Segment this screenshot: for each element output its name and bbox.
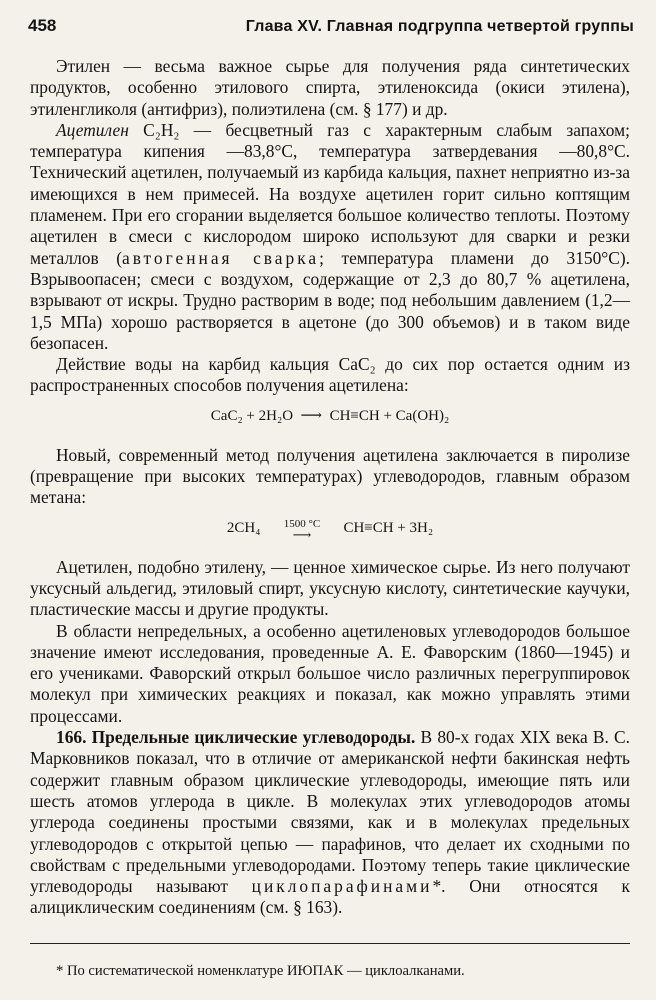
paragraph-pyrolysis: Новый, современный метод получения ацетилена заключается в пиролизе (превращение при высоких температурах) углеводородов, главным образом метана: <box>30 444 630 508</box>
page-number: 458 <box>28 16 57 35</box>
formula-c2h2: C₂H₂ <box>143 119 180 140</box>
equation-right: CH≡CH + 3H₂ <box>343 519 434 536</box>
equation-carbide-hydrolysis <box>30 405 630 427</box>
section-body: В 80-х годах XIX века В. С. Марковников показал, что в отличие от американской нефти бакинская нефть содержит главным образом циклические углеводороды, имеющие пять или шесть атомов углерода в цикле. В молекулах этих углеводородов атомы углерода соединены простыми связями, как и в молекулах предельных углеводородов с открытой цепью — парафинов, что делает их сходными по свойствам с предельными углеводородами. Поэтому теперь такие циклические углеводороды называют <box>30 727 630 897</box>
term-acetylene: Ацетилен <box>56 119 129 140</box>
paragraph-favorsky: В области непредельных, а особенно ацетиленовых углеводородов большое значение имеют исследования, проведенные А. Е. Фаворским (1860—1945) и его учениками. Фаворский открыл большое число различных перегруппировок молекул при химических реакциях и показал, как можно управлять этими процессами. <box>30 620 630 726</box>
paragraph-calcium-carbide: Действие воды на карбид кальция CaC₂ до сих пор остается одним из распространенных способов получения ацетилена: <box>30 354 630 396</box>
page-header <box>28 16 634 38</box>
paragraph-acetylene-uses: Ацетилен, подобно этилену, — ценное химическое сырье. Из него получают уксусный альдегид, этиловый спирт, уксусную кислоту, синтетические каучуки, пластические массы и другие продукты. <box>30 556 630 620</box>
running-title: Глава XV. Главная подгруппа четвертой группы <box>245 18 634 35</box>
term-autogenous-welding: автогенная сварка <box>122 247 320 268</box>
section-body-end: *. Они относятся к алициклическим соединениям (см. § 163). <box>30 876 630 918</box>
term-cycloparaffins: циклопарафинами <box>251 876 433 897</box>
reaction-condition: 1500 °C <box>283 517 321 530</box>
section-number: 166. <box>56 727 87 748</box>
equation-methane-pyrolysis <box>30 517 630 542</box>
page-body <box>30 56 630 919</box>
acetylene-text: — бесцветный газ с характерным слабым запахом; температура кипения —83,8°С, температура затвердевания —80,8°С. Технический ацетилен, получаемый из карбида кальция, пахнет неприятно из-за имеющихся в нем примесей. На воздухе ацетилен горит сильно коптящим пламенем. При его сгорании выделяется большое количество теплоты. Поэтому ацетилен в смеси с кислородом широко используют для сварки и резки металлов ( <box>30 119 630 268</box>
equation-right: CH≡CH + Ca(OH)₂ <box>329 407 450 424</box>
equation-left: 2CH₄ <box>226 519 261 536</box>
reaction-arrow: ⟶ <box>292 526 312 542</box>
equation-left: CaC₂ + 2H₂O <box>210 407 294 424</box>
reaction-arrow: ⟶ <box>300 407 323 424</box>
section-title: Предельные циклические углеводороды. <box>91 727 416 748</box>
paragraph-ethylene: Этилен — весьма важное сырье для получения ряда синтетических продуктов, особенно этилового спирта, этиленоксида (окиси этилена), этиленгликоля (антифриз), полиэтилена (см. § 177) и др. <box>30 56 630 119</box>
reaction-arrow-with-condition <box>268 517 336 542</box>
footnote-divider <box>30 943 630 944</box>
paragraph-acetylene-properties <box>30 120 630 354</box>
acetylene-text-tail: ; температура пламени до 3150°С). Взрывоопасен; смеси с воздухом, содержащие от 2,3 до 80,7 % ацетилена, взрывают от искры. Трудно растворим в воде; под небольшим давлением (1,2—1,5 МПа) хорошо растворяется в ацетоне (до 300 объемов) и в таком виде безопасен. <box>30 247 630 353</box>
section-166 <box>30 727 630 919</box>
footnote: * По систематической номенклатуре ИЮПАК — циклоалканами. <box>56 963 465 979</box>
